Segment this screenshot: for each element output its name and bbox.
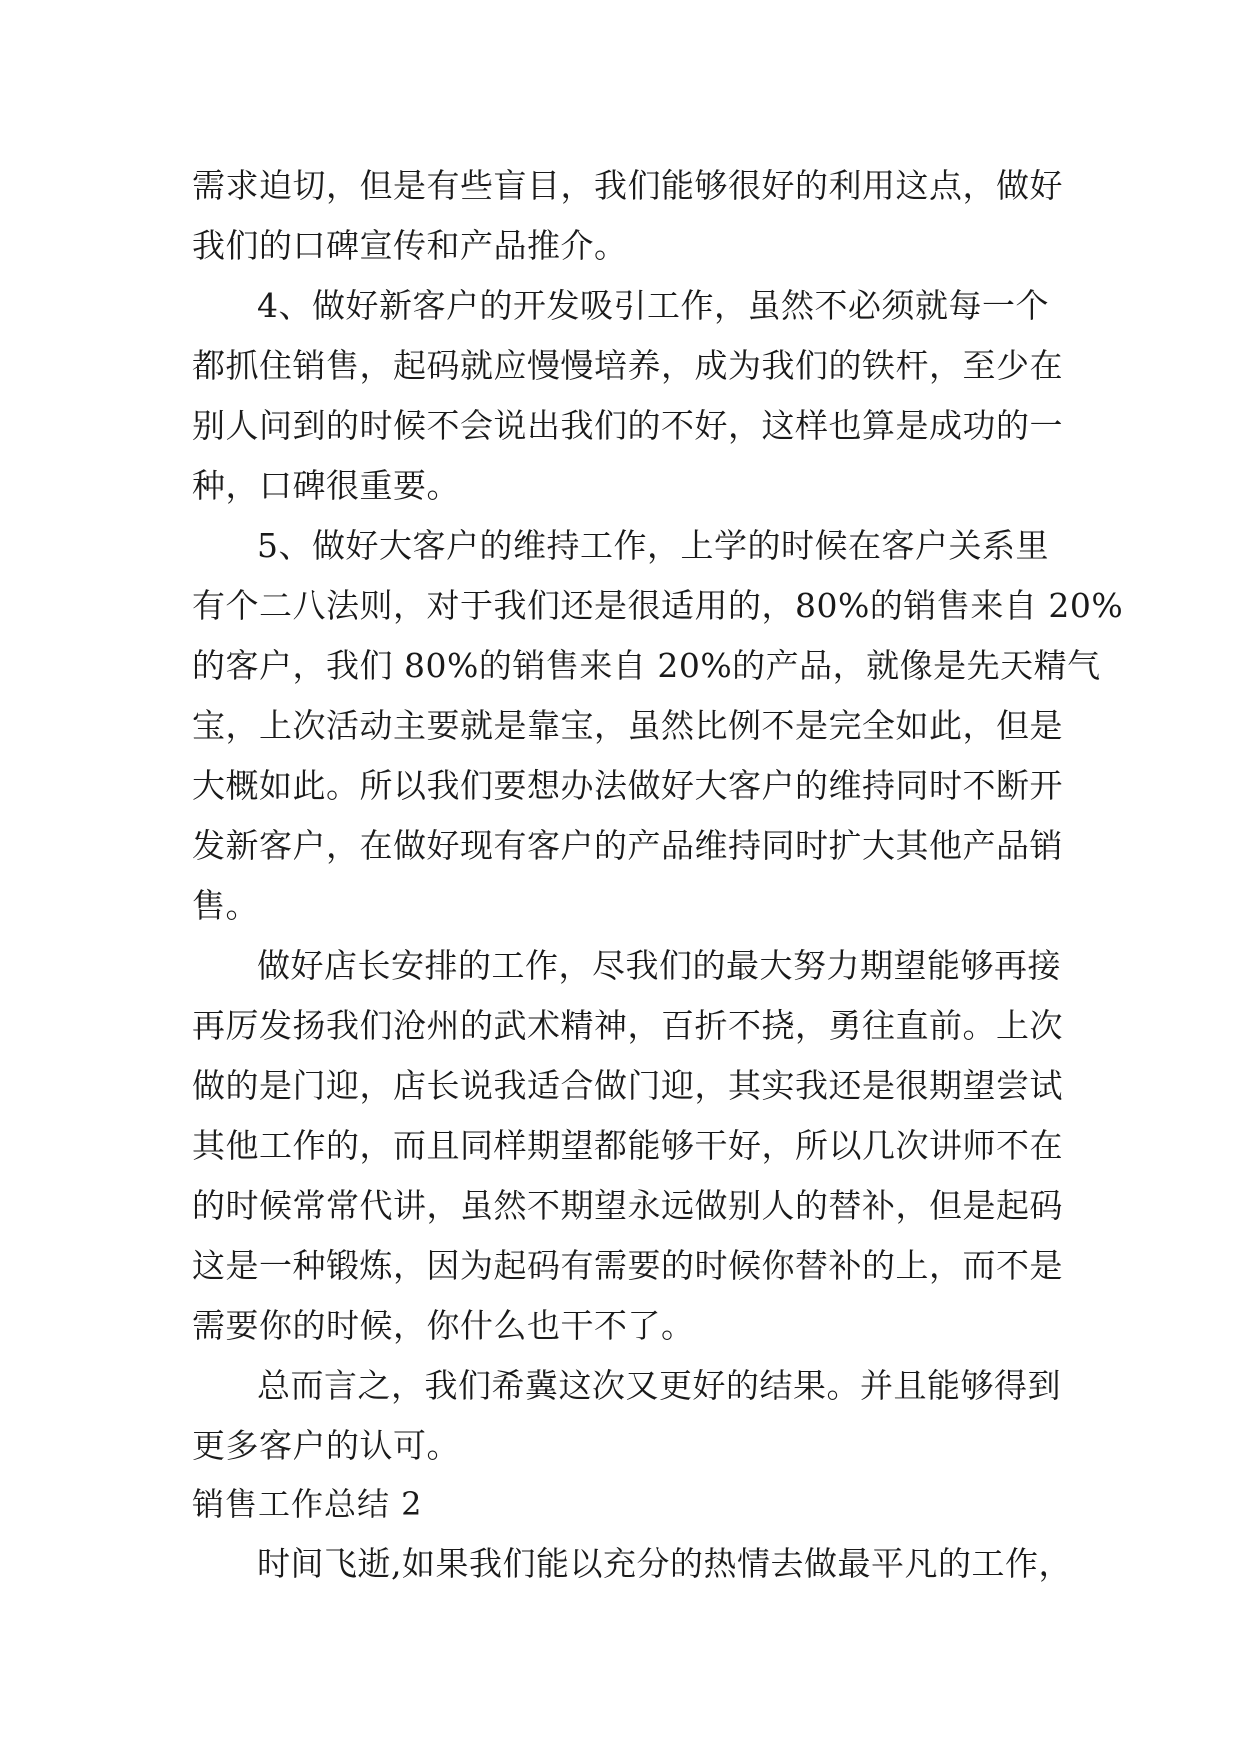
paragraph-line: 做好店长安排的工作，尽我们的最大努力期望能够再接	[257, 946, 1061, 985]
section-heading: 销售工作总结 2	[192, 1485, 423, 1523]
paragraph-line: 别人问到的时候不会说出我们的不好，这样也算是成功的一	[192, 406, 1063, 445]
paragraph-line: 5、做好大客户的维持工作，上学的时候在客户关系里	[257, 526, 1049, 565]
paragraph-line: 需求迫切，但是有些盲目，我们能够很好的利用这点，做好	[192, 166, 1063, 205]
paragraph-line: 再厉发扬我们沧州的武术精神，百折不挠，勇往直前。上次	[192, 1006, 1063, 1045]
paragraph-line: 做的是门迎，店长说我适合做门迎，其实我还是很期望尝试	[192, 1066, 1063, 1105]
paragraph-line: 需要你的时候，你什么也干不了。	[192, 1306, 695, 1345]
paragraph-line: 我们的口碑宣传和产品推介。	[192, 226, 628, 265]
paragraph-line: 其他工作的，而且同样期望都能够干好，所以几次讲师不在	[192, 1126, 1063, 1165]
paragraph-line: 都抓住销售，起码就应慢慢培养，成为我们的铁杆，至少在	[192, 346, 1063, 385]
paragraph-line: 发新客户，在做好现有客户的产品维持同时扩大其他产品销	[192, 826, 1063, 865]
paragraph-line: 种，口碑很重要。	[192, 466, 460, 505]
paragraph-line: 的客户，我们 80%的销售来自 20%的产品，就像是先天精气	[192, 646, 1101, 685]
paragraph-line: 有个二八法则，对于我们还是很适用的，80%的销售来自 20%	[192, 586, 1124, 625]
paragraph-line: 的时候常常代讲，虽然不期望永远做别人的替补，但是起码	[192, 1186, 1063, 1225]
paragraph-line: 这是一种锻炼，因为起码有需要的时候你替补的上，而不是	[192, 1246, 1063, 1285]
paragraph-line: 宝，上次活动主要就是靠宝，虽然比例不是完全如此，但是	[192, 706, 1063, 745]
paragraph-line: 售。	[192, 886, 259, 925]
paragraph-line: 总而言之，我们希冀这次又更好的结果。并且能够得到	[257, 1366, 1061, 1405]
paragraph-line: 4、做好新客户的开发吸引工作，虽然不必须就每一个	[257, 286, 1049, 325]
paragraph-line: 更多客户的认可。	[192, 1426, 460, 1465]
paragraph-line: 时间飞逝,如果我们能以充分的热情去做最平凡的工作，	[257, 1544, 1072, 1583]
paragraph-line: 大概如此。所以我们要想办法做好大客户的维持同时不断开	[192, 766, 1063, 805]
